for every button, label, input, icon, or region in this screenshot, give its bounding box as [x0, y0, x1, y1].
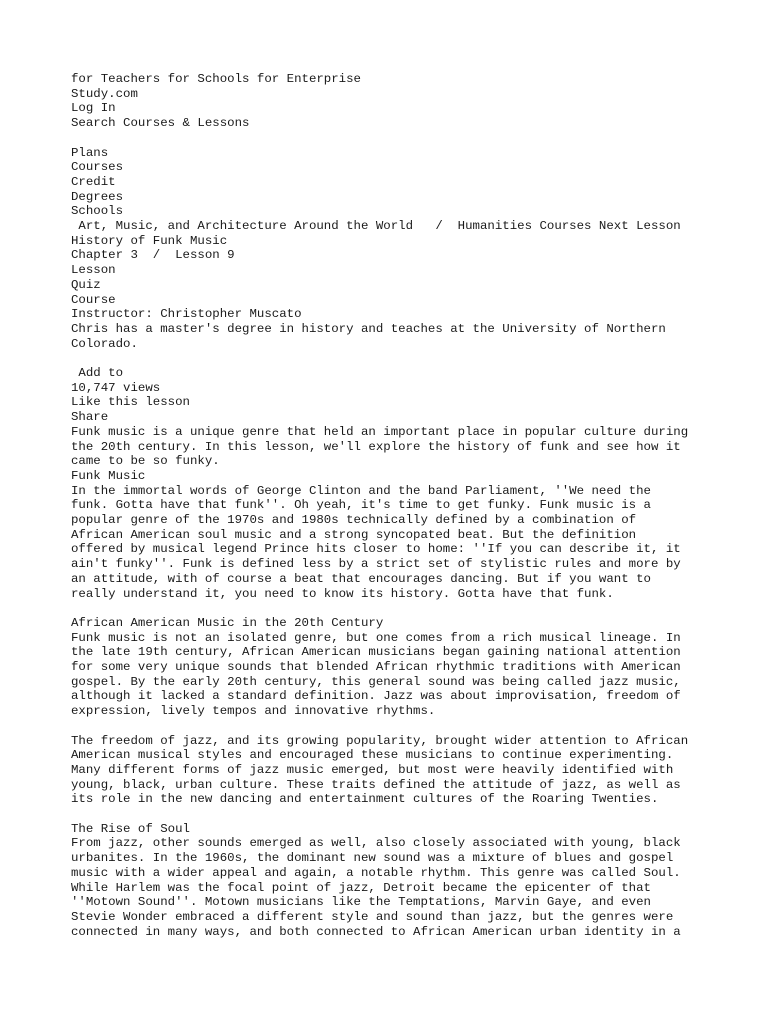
brand-link[interactable]: Study.com [71, 86, 138, 101]
breadcrumb[interactable]: Art, Music, and Architecture Around the World / Humanities Courses Next Lesson [71, 219, 681, 234]
chapter-label: Chapter 3 / Lesson 9 [71, 248, 235, 263]
tab-lesson[interactable]: Lesson [71, 263, 116, 278]
spacer [71, 719, 711, 734]
add-to-button[interactable]: Add to [71, 366, 124, 381]
top-links[interactable]: for Teachers for Schools for Enterprise [71, 72, 361, 86]
nav-credit[interactable]: Credit [71, 174, 116, 189]
like-button[interactable]: Like this lesson [71, 395, 190, 410]
nav-plans[interactable]: Plans [71, 145, 109, 160]
instructor-bio-line-1: Chris has a master's degree in history and teaches at the University of Northern [71, 321, 666, 336]
nav-courses[interactable]: Courses [71, 160, 124, 175]
funk-music-paragraph: In the immortal words of George Clinton and the band Parliament, ''We need the funk. Gotta have that funk''. Oh yeah, it's time to get funky. Funk music is a popular genre of the 1970s and 1980s technically defined by a combination of African American soul music and a strong syncopated beat. But the definition offered by musical legend Prince hits closer to home: ''If you can describe it, it ain't funky''. Funk is defined less by a strict set of stylistic rules and more by an attitude, with of course a beat that encourages dancing. But if you want to really understand it, you need to know its history. Gotta have that funk. [71, 483, 681, 601]
share-button[interactable]: Share [71, 410, 109, 425]
rise-of-soul-paragraph: From jazz, other sounds emerged as well, also closely associated with young, black urbanites. In the 1960s, the dominant new sound was a mixture of blues and gospel music with a wider appeal and again, a notable rhythm. This genre was called Soul. While Harlem was the focal point of jazz, Detroit became the epicenter of that ''Motown Sound''. Motown musicians like the Temptations, Marvin Gaye, and even Stevie Wonder embraced a different style and sound than jazz, but the genres were connected in many ways, and both connected to African American urban identity in a [71, 836, 681, 939]
spacer [71, 131, 711, 146]
african-american-music-paragraph-1: Funk music is not an isolated genre, but one comes from a rich musical lineage. In the late 19th century, African American musicians began gaining national attention for some very unique sounds that blended African rhythmic traditions with American gospel. By the early 20th century, this general sound was being called jazz music, although it lacked a standard definition. Jazz was about improvisation, freedom of expression, lively tempos and innovative rhythms. [71, 630, 681, 719]
tab-course[interactable]: Course [71, 292, 116, 307]
african-american-music-paragraph-2: The freedom of jazz, and its growing popularity, brought wider attention to African American musical styles and encouraged these musicians to continue experimenting. Many different forms of jazz music emerged, but most were heavily identified with young, black, urban culture. These traits defined the attitude of jazz, as well as its role in the new dancing and entertainment cultures of the Roaring Twenties. [71, 733, 689, 807]
intro-paragraph: Funk music is a unique genre that held an important place in popular culture during the 20th century. In this lesson, we'll explore the history of funk and see how it came to be so funky. [71, 424, 689, 469]
spacer [71, 601, 711, 616]
nav-schools[interactable]: Schools [71, 204, 124, 219]
view-count: 10,747 views [71, 380, 161, 395]
section-heading-african-american-music: African American Music in the 20th Century [71, 615, 384, 630]
lesson-title: History of Funk Music [71, 233, 228, 248]
tab-quiz[interactable]: Quiz [71, 277, 101, 292]
instructor-bio-line-2: Colorado. [71, 336, 138, 351]
login-link[interactable]: Log In [71, 101, 116, 116]
section-heading-funk-music: Funk Music [71, 468, 146, 483]
instructor-name: Instructor: Christopher Muscato [71, 307, 302, 322]
section-heading-rise-of-soul: The Rise of Soul [71, 821, 190, 836]
document-content [71, 72, 711, 939]
spacer [71, 807, 711, 822]
spacer [71, 351, 711, 366]
search-link[interactable]: Search Courses & Lessons [71, 116, 250, 131]
nav-degrees[interactable]: Degrees [71, 189, 124, 204]
